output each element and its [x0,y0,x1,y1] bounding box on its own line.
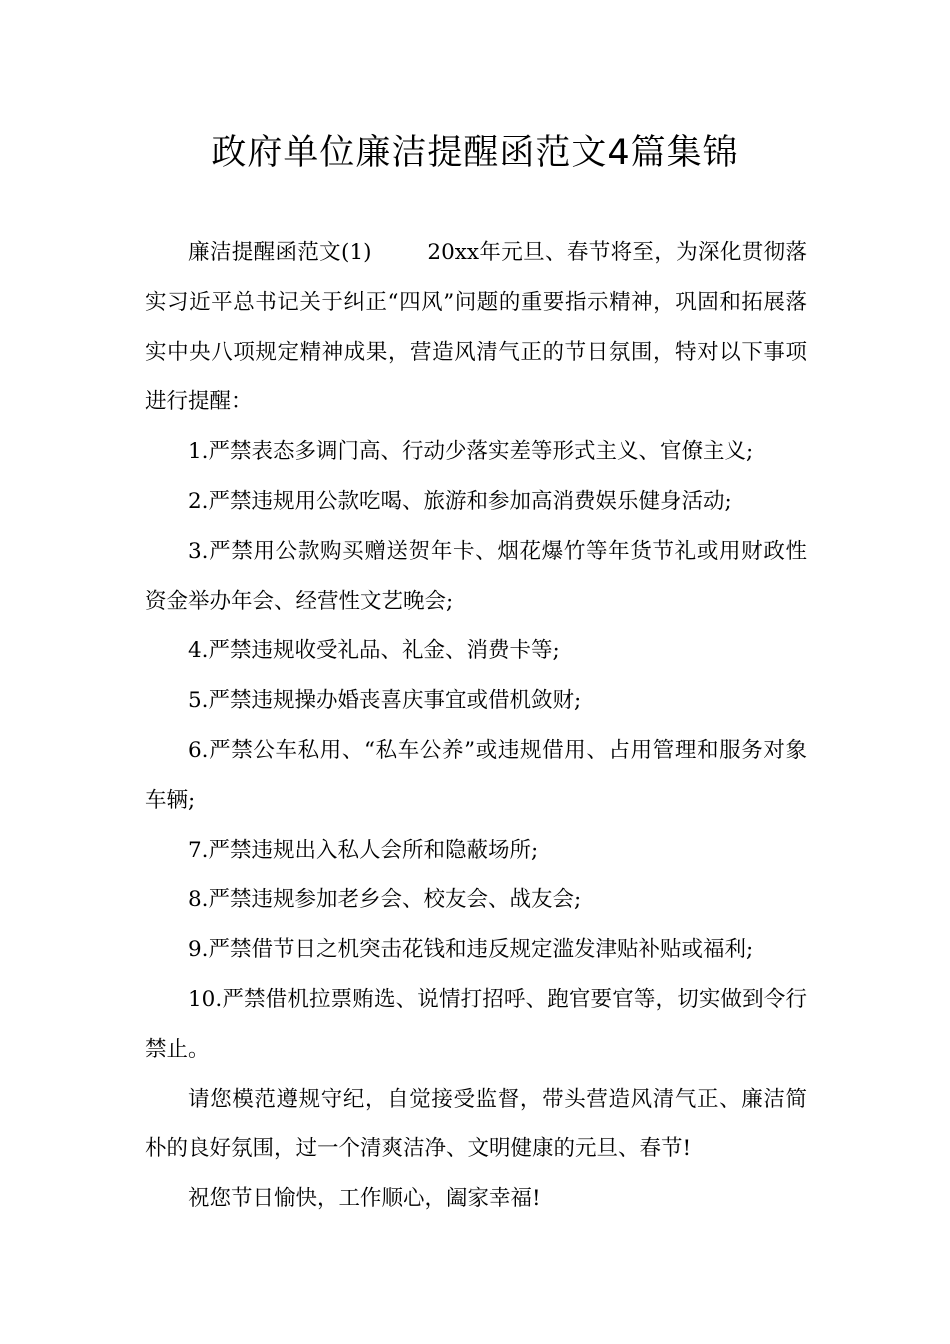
list-item-6: 6.严禁公车私用、“私车公养”或违规借用、占用管理和服务对象车辆; [145,737,807,813]
closing-paragraph: 请您模范遵规守纪，自觉接受监督，带头营造风清气正、廉洁简朴的良好氛围，过一个清爽洁净、文明健康的元旦、春节! [145,1086,807,1162]
document-body [145,228,807,1224]
document-title: 政府单位廉洁提醒函范文4篇集锦 [211,133,739,173]
list-item-7: 7.严禁违规出入私人会所和隐蔽场所; [188,837,539,863]
list-item-9: 9.严禁借节日之机突击花钱和违反规定滥发津贴补贴或福利; [188,937,754,963]
closing-wishes: 祝您节日愉快，工作顺心，阖家幸福! [188,1186,541,1212]
list-item-2: 2.严禁违规用公款吃喝、旅游和参加高消费娱乐健身活动; [188,488,732,514]
list-item-10: 10.严禁借机拉票贿选、说情打招呼、跑官要官等，切实做到令行禁止。 [145,986,807,1062]
list-item-5: 5.严禁违规操办婚丧喜庆事宜或借机敛财; [188,688,582,714]
list-item-3: 3.严禁用公款购买赠送贺年卡、烟花爆竹等年货节礼或用财政性资金举办年会、经营性文艺晚会; [145,538,807,614]
list-item-4: 4.严禁违规收受礼品、礼金、消费卡等; [188,638,560,664]
list-item-1: 1.严禁表态多调门高、行动少落实差等形式主义、官僚主义; [188,439,754,465]
list-item-8: 8.严禁违规参加老乡会、校友会、战友会; [188,887,582,913]
intro-label: 廉洁提醒函范文(1) [188,240,372,265]
intro-paragraph [145,228,807,427]
intro-text: 20xx年元旦、春节将至，为深化贯彻落实习近平总书记关于纠正“四风”问题的重要指示精神，巩固和拓展落实中央八项规定精神成果，营造风清气正的节日氛围，特对以下事项进行提醒： [145,240,807,415]
